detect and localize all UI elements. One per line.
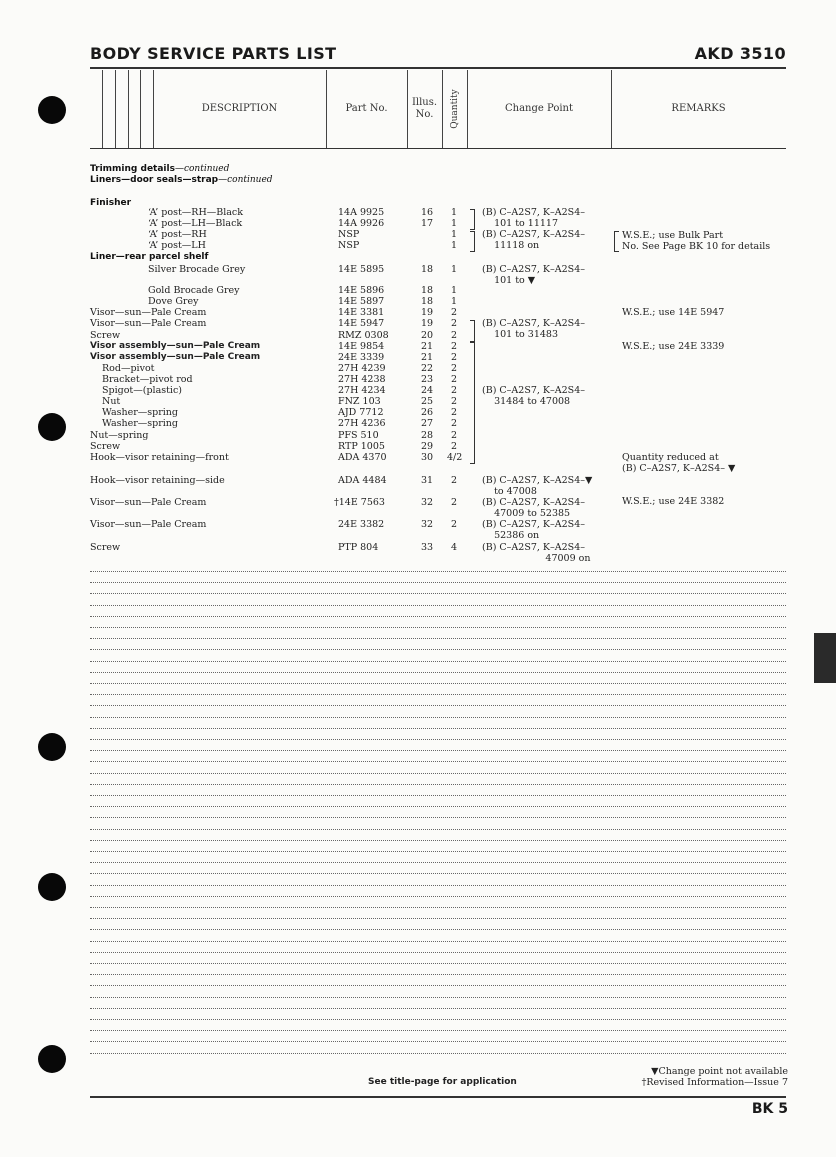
ruled-line bbox=[90, 929, 786, 930]
ruled-line bbox=[90, 649, 786, 650]
row-description: Hook—visor retaining—side bbox=[90, 475, 225, 486]
row-illus: 28 bbox=[421, 430, 434, 441]
row-qty: 2 bbox=[451, 330, 458, 341]
row-description: Screw bbox=[90, 542, 121, 553]
ruled-line bbox=[90, 672, 786, 673]
table-row bbox=[102, 385, 468, 396]
row-description: Dove Grey bbox=[148, 296, 199, 307]
row-description: Nut bbox=[102, 396, 121, 407]
document-code: AKD 3510 bbox=[694, 44, 786, 63]
ruled-line bbox=[90, 985, 786, 986]
row-qty: 1 bbox=[451, 296, 458, 307]
table-row bbox=[102, 374, 468, 385]
remark: W.S.E.; use 14E 5947 bbox=[622, 307, 725, 318]
row-qty: 2 bbox=[451, 352, 458, 363]
ruled-line bbox=[90, 885, 786, 886]
column-divider bbox=[102, 70, 103, 148]
ruled-line bbox=[90, 773, 786, 774]
row-illus: 21 bbox=[421, 341, 434, 352]
row-qty: 2 bbox=[451, 374, 458, 385]
col-header-remarks: REMARKS bbox=[671, 103, 726, 114]
table-row bbox=[148, 264, 468, 275]
remark: Quantity reduced at (B) C–A2S7, K–A2S4– ▼ bbox=[622, 452, 736, 474]
table-row bbox=[148, 285, 468, 296]
table-row bbox=[90, 352, 468, 363]
row-qty: 1 bbox=[451, 218, 458, 229]
row-description: Spigot—(plastic) bbox=[102, 385, 182, 396]
table-row bbox=[90, 475, 468, 486]
row-qty: 1 bbox=[451, 207, 458, 218]
ruled-line bbox=[90, 817, 786, 818]
ruled-line bbox=[90, 683, 786, 684]
row-qty: 2 bbox=[451, 430, 458, 441]
row-part-no: NSP bbox=[338, 229, 360, 240]
row-part-no: 27H 4236 bbox=[338, 418, 386, 429]
row-qty: 4 bbox=[451, 542, 458, 553]
row-part-no: ADA 4484 bbox=[338, 475, 387, 486]
col-header-change-point: Change Point bbox=[505, 103, 573, 114]
ruled-line bbox=[90, 616, 786, 617]
row-description: Visor assembly—sun—Pale Cream bbox=[90, 341, 261, 351]
col-header-part-no: Part No. bbox=[345, 103, 388, 114]
row-part-no: ADA 4370 bbox=[338, 452, 387, 463]
table-row bbox=[102, 418, 468, 429]
row-illus: 18 bbox=[421, 264, 434, 275]
row-qty: 1 bbox=[451, 229, 458, 240]
ruled-line bbox=[90, 907, 786, 908]
row-part-no: AJD 7712 bbox=[338, 407, 384, 418]
row-description: Visor—sun—Pale Cream bbox=[90, 519, 207, 530]
ruled-line bbox=[90, 750, 786, 751]
row-part-no: 14E 5947 bbox=[338, 318, 385, 329]
ruled-line bbox=[90, 739, 786, 740]
row-description: Silver Brocade Grey bbox=[148, 264, 246, 275]
col-header-quantity-label: Quantity bbox=[449, 89, 460, 129]
row-part-no: 24E 3382 bbox=[338, 519, 385, 530]
row-description: ‘A’ post—LH—Black bbox=[148, 218, 243, 229]
row-description: Bracket—pivot rod bbox=[102, 374, 193, 385]
bracket bbox=[470, 320, 475, 342]
column-divider bbox=[128, 70, 129, 148]
row-qty: 2 bbox=[451, 497, 458, 508]
row-description: Rod—pivot bbox=[102, 363, 155, 374]
section-heading bbox=[90, 164, 229, 175]
row-illus: 31 bbox=[421, 475, 434, 486]
row-qty: 2 bbox=[451, 519, 458, 530]
row-part-no: 14A 9926 bbox=[338, 218, 385, 229]
table-row bbox=[148, 296, 468, 307]
ruled-line bbox=[90, 974, 786, 975]
row-qty: 4/2 bbox=[447, 452, 463, 463]
row-illus: 23 bbox=[421, 374, 434, 385]
row-qty: 2 bbox=[451, 363, 458, 374]
row-part-no: 27H 4239 bbox=[338, 363, 386, 374]
change-point: (B) C–A2S7, K–A2S4– 47009 on bbox=[482, 542, 591, 564]
row-qty: 1 bbox=[451, 285, 458, 296]
row-part-no: RTP 1005 bbox=[338, 441, 385, 452]
row-illus: 22 bbox=[421, 363, 434, 374]
ruled-line bbox=[90, 862, 786, 863]
row-qty: 2 bbox=[451, 396, 458, 407]
table-row bbox=[90, 441, 468, 452]
row-illus: 21 bbox=[421, 352, 434, 363]
table-row bbox=[102, 363, 468, 374]
footer-application-note: See title-page for application bbox=[368, 1077, 517, 1087]
section-liner-shelf: Liner—rear parcel shelf bbox=[90, 252, 209, 262]
bracket bbox=[470, 209, 475, 230]
ruled-line bbox=[90, 1030, 786, 1031]
change-point: (B) C–A2S7, K–A2S4– 101 to ▼ bbox=[482, 264, 585, 286]
table-row bbox=[148, 229, 468, 240]
row-description: ‘A’ post—RH—Black bbox=[148, 207, 243, 218]
header-rule bbox=[90, 67, 786, 69]
row-description: Hook—visor retaining—front bbox=[90, 452, 229, 463]
table-row bbox=[90, 519, 468, 530]
ruled-line bbox=[90, 851, 786, 852]
remark: W.S.E.; use Bulk Part No. See Page BK 10 for details bbox=[622, 230, 771, 252]
page-title: BODY SERVICE PARTS LIST bbox=[90, 44, 337, 63]
row-illus: 33 bbox=[421, 542, 434, 553]
ruled-line bbox=[90, 593, 786, 594]
row-illus: 18 bbox=[421, 285, 434, 296]
table-row bbox=[90, 318, 468, 329]
row-illus: 20 bbox=[421, 330, 434, 341]
bracket bbox=[470, 342, 475, 464]
row-illus: 24 bbox=[421, 385, 434, 396]
row-description: Nut—spring bbox=[90, 430, 149, 441]
row-illus: 19 bbox=[421, 307, 434, 318]
row-illus: 30 bbox=[421, 452, 434, 463]
ruled-line bbox=[90, 705, 786, 706]
column-divider bbox=[140, 70, 141, 148]
row-qty: 2 bbox=[451, 418, 458, 429]
section-liners: Liners—door seals—strap bbox=[90, 175, 219, 185]
row-qty: 2 bbox=[451, 475, 458, 486]
row-description: Visor assembly—sun—Pale Cream bbox=[90, 352, 261, 362]
ruled-line bbox=[90, 1041, 786, 1042]
col-header-illus bbox=[407, 70, 442, 148]
ruled-line bbox=[90, 952, 786, 953]
row-illus: 25 bbox=[421, 396, 434, 407]
row-illus: 18 bbox=[421, 296, 434, 307]
row-qty: 2 bbox=[451, 385, 458, 396]
section-heading bbox=[90, 175, 273, 186]
row-qty: 2 bbox=[451, 441, 458, 452]
col-header-illus-line1: Illus. bbox=[411, 97, 438, 108]
punch-hole bbox=[38, 96, 66, 124]
section-trimming-cont: —continued bbox=[174, 164, 230, 174]
row-illus: 32 bbox=[421, 497, 434, 508]
row-part-no: 27H 4234 bbox=[338, 385, 386, 396]
row-description: Visor—sun—Pale Cream bbox=[90, 497, 207, 508]
row-description: Screw bbox=[90, 441, 121, 452]
ruled-line bbox=[90, 941, 786, 942]
ruled-line bbox=[90, 840, 786, 841]
row-part-no: PFS 510 bbox=[338, 430, 379, 441]
section-liners-cont: —continued bbox=[218, 175, 273, 185]
table-row bbox=[90, 430, 468, 441]
bracket bbox=[470, 231, 475, 252]
row-description: Washer—spring bbox=[102, 407, 178, 418]
row-illus: 26 bbox=[421, 407, 434, 418]
ruled-line bbox=[90, 784, 786, 785]
change-point: (B) C–A2S7, K–A2S4– 101 to 11117 bbox=[482, 207, 585, 229]
row-description: Washer—spring bbox=[102, 418, 178, 429]
row-description: Visor—sun—Pale Cream bbox=[90, 318, 207, 329]
row-qty: 2 bbox=[451, 318, 458, 329]
row-part-no: FNZ 103 bbox=[338, 396, 381, 407]
ruled-line bbox=[90, 1019, 786, 1020]
table-row bbox=[90, 307, 468, 318]
row-description: Screw bbox=[90, 330, 121, 341]
row-description: Gold Brocade Grey bbox=[148, 285, 240, 296]
table-row bbox=[90, 330, 468, 341]
footer-note-revised: †Revised Information—Issue 7 bbox=[641, 1077, 788, 1088]
ruled-line bbox=[90, 829, 786, 830]
ruled-line bbox=[90, 627, 786, 628]
ruled-line bbox=[90, 1008, 786, 1009]
row-part-no: 14E 5897 bbox=[338, 296, 385, 307]
row-part-no: RMZ 0308 bbox=[338, 330, 389, 341]
row-illus: 32 bbox=[421, 519, 434, 530]
ruled-line bbox=[90, 728, 786, 729]
section-trimming: Trimming details bbox=[90, 164, 175, 174]
ruled-line bbox=[90, 717, 786, 718]
ruled-line bbox=[90, 873, 786, 874]
row-description: ‘A’ post—RH bbox=[148, 229, 207, 240]
change-point: (B) C–A2S7, K–A2S4– 52386 on bbox=[482, 519, 585, 541]
ruled-line bbox=[90, 963, 786, 964]
row-part-no: 14E 3381 bbox=[338, 307, 385, 318]
punch-hole bbox=[38, 733, 66, 761]
row-part-no: †14E 7563 bbox=[334, 497, 385, 508]
index-tab bbox=[814, 633, 836, 683]
ruled-line bbox=[90, 761, 786, 762]
table-row bbox=[102, 407, 468, 418]
table-row bbox=[102, 396, 468, 407]
table-row bbox=[148, 218, 468, 229]
row-qty: 1 bbox=[451, 240, 458, 251]
row-qty: 2 bbox=[451, 341, 458, 352]
table-row bbox=[90, 542, 468, 553]
ruled-line bbox=[90, 661, 786, 662]
footer-rule bbox=[90, 1096, 786, 1098]
column-divider bbox=[115, 70, 116, 148]
change-point: (B) C–A2S7, K–A2S4– 31484 to 47008 bbox=[482, 385, 585, 407]
row-illus: 27 bbox=[421, 418, 434, 429]
row-description: ‘A’ post—LH bbox=[148, 240, 206, 251]
bracket bbox=[614, 231, 619, 252]
ruled-line bbox=[90, 638, 786, 639]
change-point: (B) C–A2S7, K–A2S4– 101 to 31483 bbox=[482, 318, 585, 340]
row-part-no: 27H 4238 bbox=[338, 374, 386, 385]
page-number: BK 5 bbox=[751, 1101, 788, 1117]
footer-note-change-point: ▼Change point not available bbox=[651, 1066, 788, 1077]
remark: W.S.E.; use 24E 3339 bbox=[622, 341, 725, 352]
ruled-line bbox=[90, 997, 786, 998]
ruled-line bbox=[90, 806, 786, 807]
table-row bbox=[90, 452, 468, 463]
col-header-quantity bbox=[442, 70, 467, 148]
row-part-no: 14E 5895 bbox=[338, 264, 385, 275]
table-row bbox=[148, 207, 468, 218]
row-illus: 17 bbox=[421, 218, 434, 229]
remark: W.S.E.; use 24E 3382 bbox=[622, 496, 725, 507]
row-description: Visor—sun—Pale Cream bbox=[90, 307, 207, 318]
row-qty: 2 bbox=[451, 307, 458, 318]
row-illus: 19 bbox=[421, 318, 434, 329]
row-part-no: 14A 9925 bbox=[338, 207, 385, 218]
section-finisher: Finisher bbox=[90, 198, 132, 208]
header-bottom-rule bbox=[90, 148, 786, 149]
row-part-no: PTP 804 bbox=[338, 542, 379, 553]
ruled-line bbox=[90, 918, 786, 919]
table-row bbox=[148, 240, 468, 251]
row-qty: 2 bbox=[451, 407, 458, 418]
ruled-line bbox=[90, 582, 786, 583]
punch-hole bbox=[38, 1045, 66, 1073]
change-point: (B) C–A2S7, K–A2S4–▼ to 47008 bbox=[482, 475, 593, 497]
row-part-no: NSP bbox=[338, 240, 360, 251]
table-row bbox=[90, 497, 468, 508]
row-part-no: 24E 3339 bbox=[338, 352, 385, 363]
ruled-line bbox=[90, 571, 786, 572]
row-illus: 16 bbox=[421, 207, 434, 218]
row-qty: 1 bbox=[451, 264, 458, 275]
ruled-line bbox=[90, 795, 786, 796]
change-point: (B) C–A2S7, K–A2S4– 11118 on bbox=[482, 229, 585, 251]
ruled-line bbox=[90, 1053, 786, 1054]
col-header-illus-line2: No. bbox=[415, 109, 434, 120]
ruled-line bbox=[90, 605, 786, 606]
ruled-line bbox=[90, 896, 786, 897]
change-point: (B) C–A2S7, K–A2S4– 47009 to 52385 bbox=[482, 497, 585, 519]
table-row bbox=[90, 341, 468, 352]
row-illus: 29 bbox=[421, 441, 434, 452]
punch-hole bbox=[38, 873, 66, 901]
punch-hole bbox=[38, 413, 66, 441]
col-header-description: DESCRIPTION bbox=[201, 103, 278, 114]
ruled-line bbox=[90, 694, 786, 695]
row-part-no: 14E 5896 bbox=[338, 285, 385, 296]
row-part-no: 14E 9854 bbox=[338, 341, 385, 352]
